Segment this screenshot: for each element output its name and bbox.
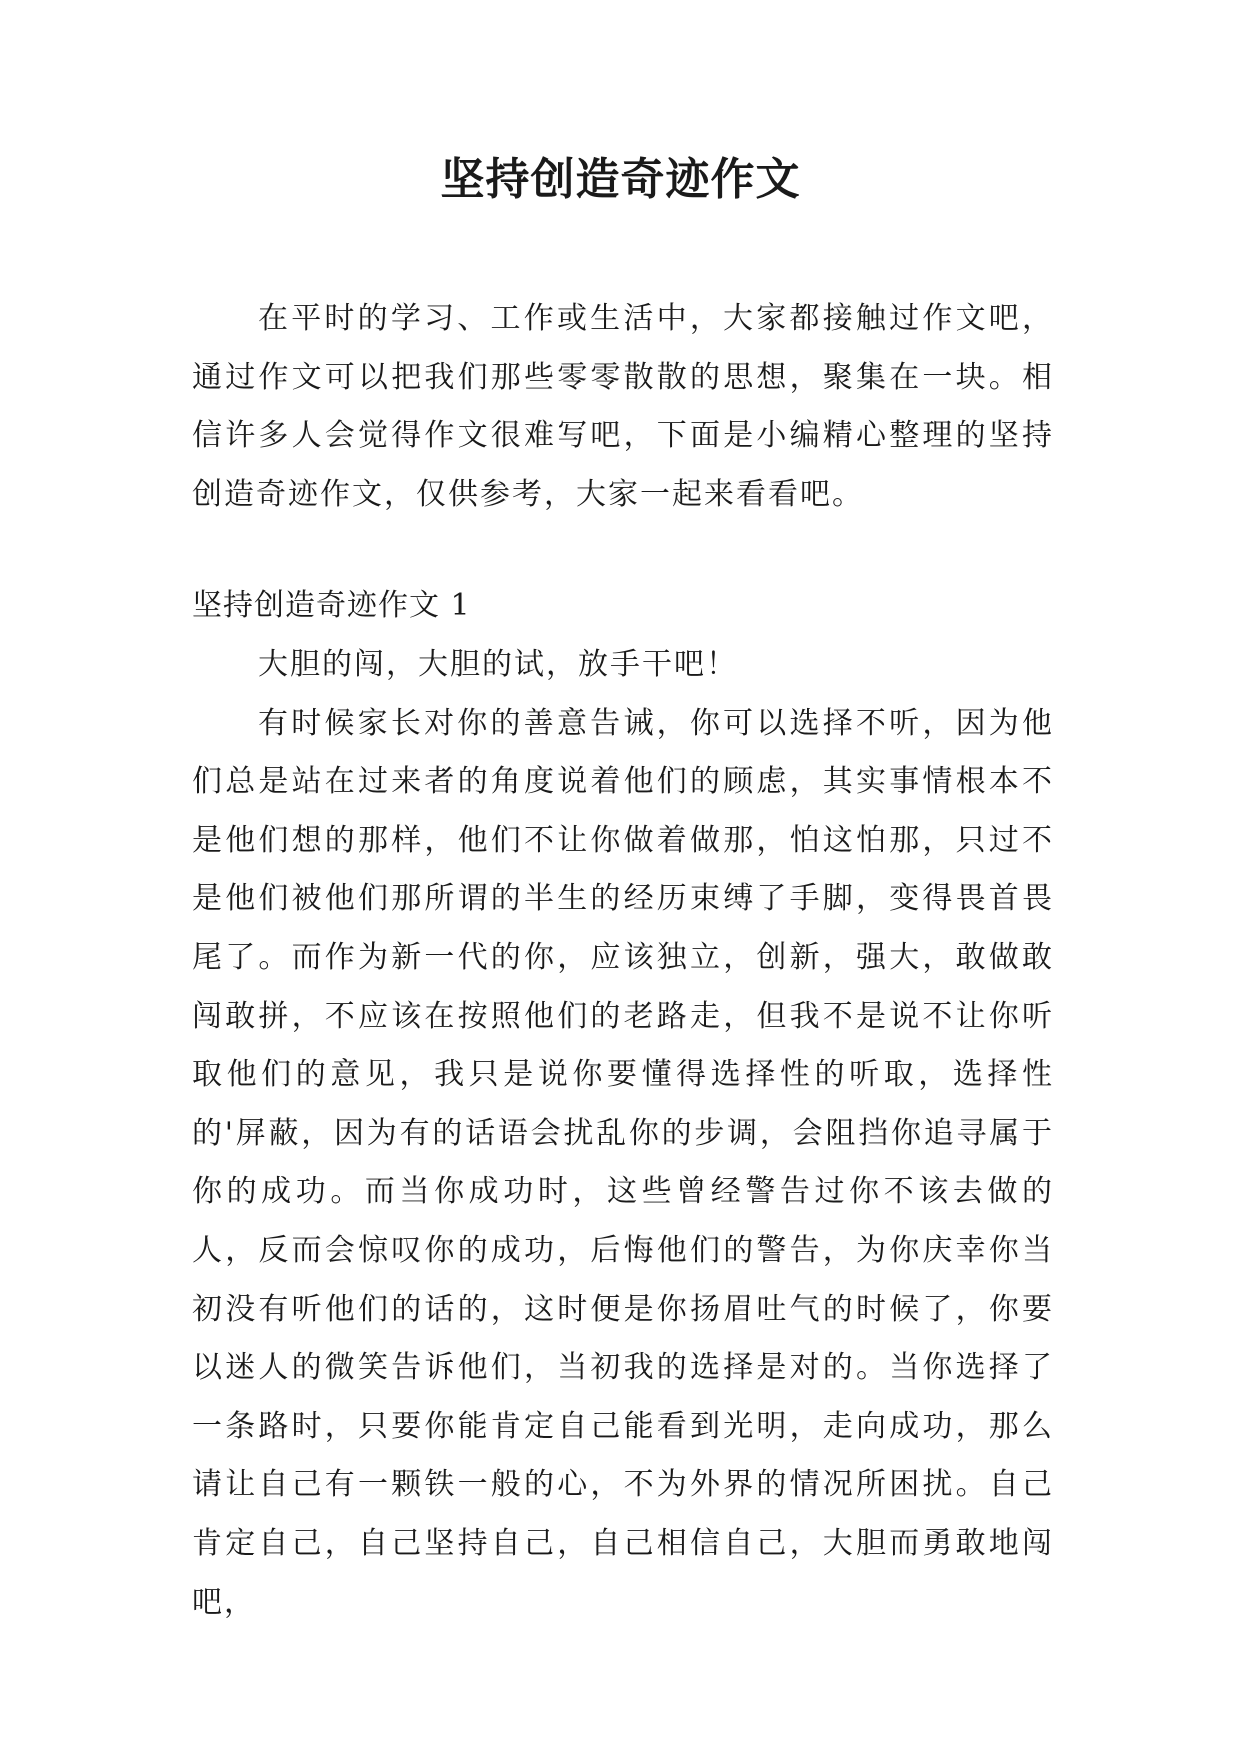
essay-paragraph: 有时候家长对你的善意告诫，你可以选择不听，因为他们总是站在过来者的角度说着他们的顾虑，其实事情根本不是他们想的那样，他们不让你做着做那，怕这怕那，只过不是他们被他们那所谓的半生的经历束缚了手脚，变得畏首畏尾了。而作为新一代的你，应该独立，创新，强大，敢做敢闯敢拼，不应该在按照他们的老路走，但我不是说不让你听取他们的意见，我只是说你要懂得选择性的听取，选择性的'屏蔽，因为有的话语会扰乱你的步调，会阻挡你追寻属于你的成功。而当你成功时，这些曾经警告过你不该去做的人，反而会惊叹你的成功，后悔他们的警告，为你庆幸你当初没有听他们的话的，这时便是你扬眉吐气的时候了，你要以迷人的微笑告诉他们，当初我的选择是对的。当你选择了一条路时，只要你能肯定自己能看到光明，走向成功，那么请让自己有一颗铁一般的心，不为外界的情况所困扰。自己肯定自己，自己坚持自己，自己相信自己，大胆而勇敢地闯吧， [192,705,1054,1620]
essay-paragraph: 大胆的闯，大胆的试，放手干吧！ [258,647,738,682]
document-title: 坚持创造奇迹作文 [440,154,801,205]
essay-body [192,636,1054,1632]
section-heading: 坚持创造奇迹作文 1 [192,588,471,623]
intro-paragraph: 在平时的学习、工作或生活中，大家都接触过作文吧，通过作文可以把我们那些零零散散的思想，聚集在一块。相信许多人会觉得作文很难写吧，下面是小编精心整理的坚持创造奇迹作文，仅供参考，大家一起来看看吧。 [192,301,1054,512]
